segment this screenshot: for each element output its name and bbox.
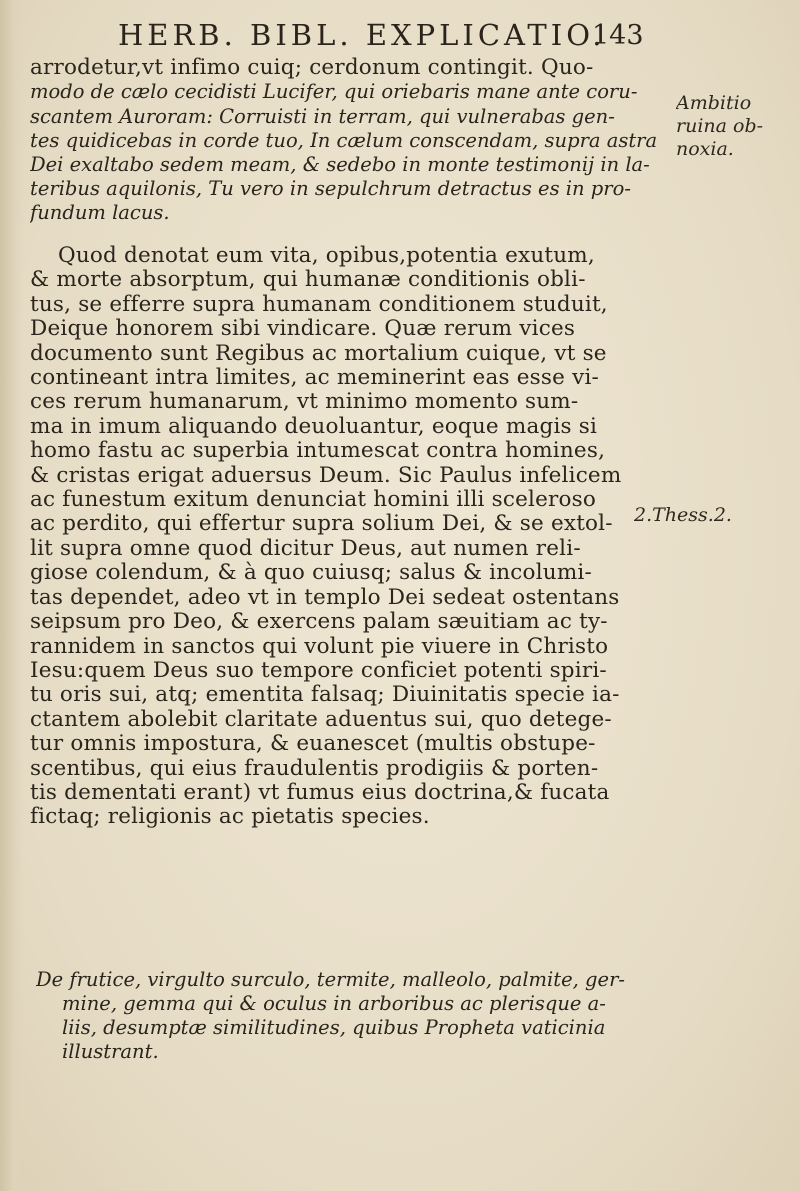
text-line: giose colendum, & à quo cuiusq; salus & incolumi- bbox=[30, 561, 592, 586]
text-line: lit supra omne quod dicitur Deus, aut numen reli- bbox=[30, 536, 581, 561]
text-line: fundum lacus. bbox=[30, 201, 170, 225]
heading-line: mine, gemma qui & oculus in arboribus ac plerisque a- bbox=[62, 992, 606, 1015]
page-header bbox=[0, 18, 800, 58]
heading-line: De frutice, virgulto surculo, termite, malleolo, palmite, ger- bbox=[36, 968, 625, 991]
margin-note-thess: 2.Thess.2. bbox=[634, 504, 732, 526]
text-line: arrodetur,vt infimo cuiq; cerdonum contingit. Quo- bbox=[30, 56, 594, 80]
text-line: ac funestum exitum denunciat homini illi scelerosо bbox=[30, 488, 597, 513]
margin-note-line: Ambitio bbox=[676, 92, 752, 114]
main-paragraph bbox=[30, 244, 658, 830]
text-line: tes quidicebas in corde tuo, In cælum conscendam, supra astra bbox=[30, 128, 658, 152]
heading-line: liis, desumptæ similitudines, quibus Propheta vaticinia bbox=[62, 1016, 606, 1039]
text-line: documento sunt Regibus ac mortalium cuique, vt se bbox=[30, 341, 607, 366]
text-line: tas dependet, adeo vt in templo Dei sedeat ostentans bbox=[30, 585, 620, 610]
binding-shadow bbox=[0, 0, 24, 1191]
text-line: Quod denotat eum vita, opibus,potentia exutum, bbox=[58, 244, 595, 268]
section-heading bbox=[36, 968, 664, 1064]
running-title: HERB. BIBL. EXPLICATIO. bbox=[118, 18, 606, 52]
text-line: ac perdito, qui effertur supra solium Dei, & se extol- bbox=[30, 512, 613, 537]
text-line: scentibus, qui eius fraudulentis prodigiis & porten- bbox=[30, 756, 599, 781]
text-line: ctantem abolebit claritate aduentus sui, quo detege- bbox=[30, 707, 612, 732]
page-number: 143 bbox=[592, 20, 644, 51]
text-line: scantem Auroram: Corruisti in terram, qui vulnerabas gen- bbox=[30, 104, 615, 128]
margin-note-line: ruina ob- bbox=[676, 115, 764, 137]
text-line: Dei exaltabo sedem meam, & sedebo in monte testimonij in la- bbox=[30, 153, 650, 177]
text-line: modo de cælo cecidisti Lucifer, qui oriebaris mane ante coru- bbox=[30, 80, 638, 104]
scripture-quote bbox=[30, 56, 658, 226]
margin-note-line: noxia. bbox=[676, 138, 734, 160]
heading-line: illustrant. bbox=[62, 1040, 159, 1063]
text-line: & cristas erigat aduersus Deum. Sic Paulus infelicem bbox=[30, 463, 622, 488]
text-line: homo fastu ac superbia intumescat contra homines, bbox=[30, 439, 606, 464]
text-line: fictaq; religionis ac pietatis species. bbox=[30, 805, 430, 830]
text-line: tus, se efferre supra humanam conditionem studuit, bbox=[30, 292, 608, 317]
text-line: ma in imum aliquando deuoluantur, eoque magis si bbox=[30, 414, 598, 439]
text-line: tur omnis impostura, & euanescet (multis obstupe- bbox=[30, 732, 596, 757]
text-line: & morte absorptum, qui humanæ conditionis obli- bbox=[30, 268, 586, 293]
text-line: Deique honorem sibi vindicare. Quæ rerum vices bbox=[30, 317, 576, 342]
text-line: contineant intra limites, ac meminerint eas esse vi- bbox=[30, 366, 599, 391]
text-line: tis dementati erant) vt fumus eius doctrina,& fucata bbox=[30, 780, 610, 805]
text-line: teribus aquilonis, Tu vero in sepulchrum detractus es in pro- bbox=[30, 177, 631, 201]
text-line: ces rerum humanarum, vt minimo momento sum- bbox=[30, 390, 579, 415]
text-line: Iesu:quem Deus suo tempore conficiet potenti spiri- bbox=[30, 658, 607, 683]
margin-note-ambitio bbox=[676, 92, 763, 161]
text-line: rannidem in sanctos qui volunt pie viuere in Christo bbox=[30, 634, 609, 659]
text-line: tu oris sui, atq; ementita falsaq; Diuinitatis specie ia- bbox=[30, 683, 620, 708]
text-line: seipsum pro Deo, & exercens palam sæuitiam ac ty- bbox=[30, 610, 608, 635]
